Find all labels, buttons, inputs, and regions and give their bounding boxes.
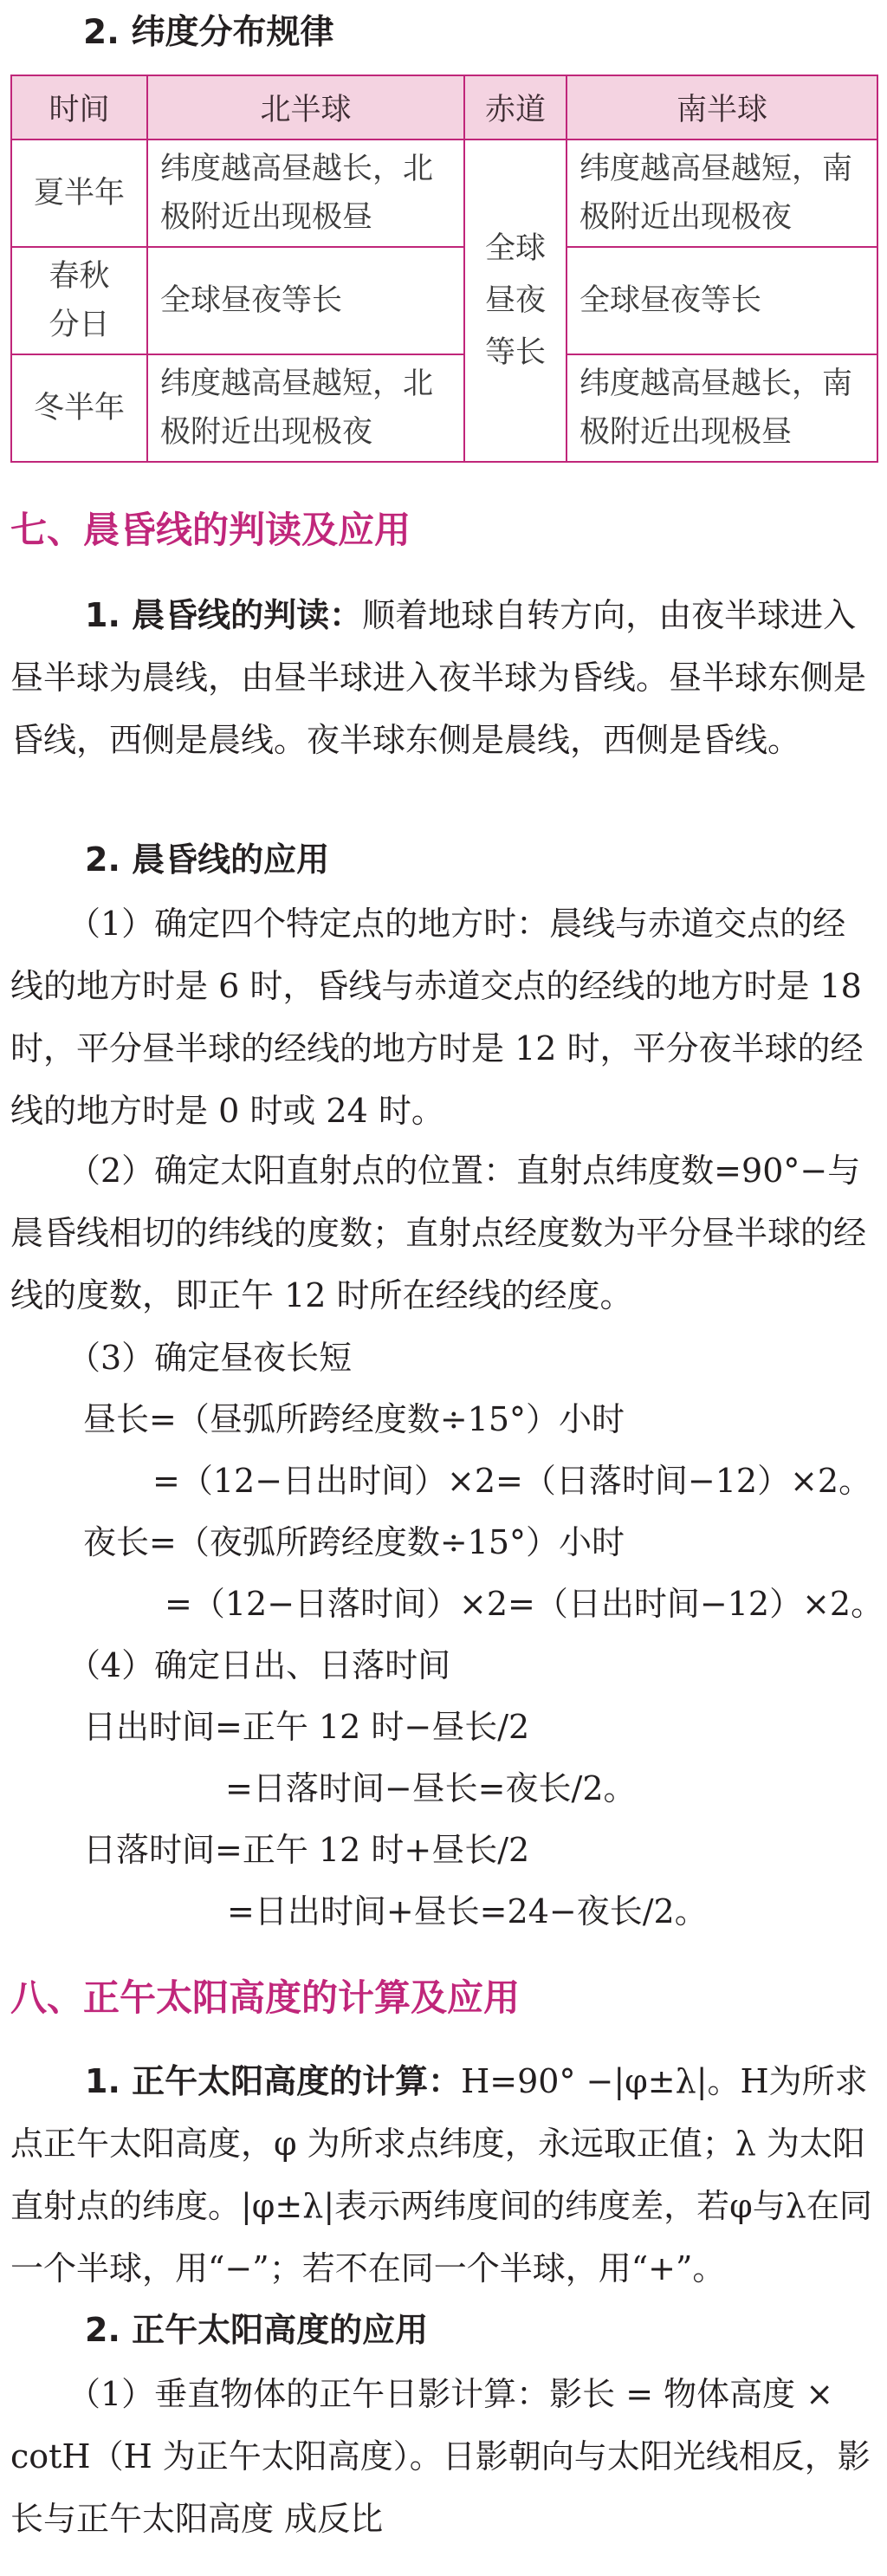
- formula-line: =日出时间+昼长=24−夜长/2。: [227, 1892, 708, 1930]
- subsection-title-noon-altitude-application: 2. 正午太阳高度的应用: [85, 2311, 429, 2349]
- formula-line: 夜长=（夜弧所跨经度数÷15°）小时: [83, 1523, 625, 1561]
- cell-north: 纬度越高昼越长，北极附近出现极昼: [147, 140, 464, 247]
- list-item: （2）确定太阳直射点的位置：直射点纬度数=90°−与晨昏线相切的纬线的度数；直射点经度数为平分昼半球的经线的度数，即正午 12 时所在经线的经度。: [10, 1152, 867, 1314]
- cell-north: 纬度越高昼越短，北极附近出现极夜: [147, 354, 464, 462]
- cell-time: 春秋分日: [11, 247, 147, 354]
- header-cell-time: 时间: [11, 75, 147, 140]
- formula-line: 日出时间=正午 12 时−昼长/2: [83, 1708, 530, 1746]
- list-item: （4）确定日出、日落时间: [68, 1646, 451, 1684]
- header-cell-equator: 赤道: [464, 75, 567, 140]
- latitude-distribution-table: [10, 75, 878, 463]
- cell-equator: 全球昼夜等长: [464, 140, 567, 462]
- table-row: [11, 140, 877, 247]
- paragraph-noon-altitude-calculation: [10, 2050, 877, 2300]
- table-header-row: [11, 75, 877, 140]
- paragraph-terminator-reading: [10, 584, 877, 771]
- paragraph-heading: 1. 晨昏线的判读：: [85, 596, 363, 634]
- header-cell-south: 南半球: [567, 75, 877, 140]
- formula-line: 日落时间=正午 12 时+昼长/2: [83, 1831, 530, 1869]
- formula-line: =（12−日落时间）×2=（日出时间−12）×2。: [165, 1585, 884, 1623]
- paragraph-text: 顺着地球自转方向，由夜半球进入昼半球为晨线，由昼半球进入夜半球为昏线。昼半球东侧是昏线，西侧是晨线。夜半球东侧是晨线，西侧是昏线。: [10, 596, 867, 759]
- formula-line: =日落时间−昼长=夜长/2。: [225, 1769, 637, 1807]
- cell-south: 纬度越高昼越短，南极附近出现极夜: [567, 140, 877, 247]
- formula-line: 昼长=（昼弧所跨经度数÷15°）小时: [83, 1400, 625, 1438]
- formula-line: =（12−日出时间）×2=（日落时间−12）×2。: [152, 1462, 872, 1500]
- header-cell-north: 北半球: [147, 75, 464, 140]
- subsection-title-latitude: 2. 纬度分布规律: [83, 13, 334, 52]
- cell-time: 冬半年: [11, 354, 147, 462]
- list-item: （1）垂直物体的正午日影计算：影长 = 物体高度 × cotH（H 为正午太阳高度）。日影朝向与太阳光线相反，影长与正午太阳高度 成反比: [10, 2375, 871, 2538]
- section-title-terminator: 七、晨昏线的判读及应用: [10, 509, 411, 551]
- table-row: [11, 247, 877, 354]
- cell-south: 全球昼夜等长: [567, 247, 877, 354]
- paragraph-heading: 1. 正午太阳高度的计算：: [85, 2062, 462, 2100]
- cell-time: 夏半年: [11, 140, 147, 247]
- list-item: （3）确定昼夜长短: [68, 1339, 353, 1377]
- section-title-noon-sun-altitude: 八、正午太阳高度的计算及应用: [10, 1976, 521, 2019]
- paragraph-text: H=90° −|φ±λ|。H为所求点正午太阳高度，φ 为所求点纬度，永远取正值；λ 为太阳直射点的纬度。|φ±λ|表示两纬度间的纬度差，若φ与λ在同一个半球，用“−”；若不在同一个半球，用“+”。: [10, 2062, 872, 2287]
- cell-south: 纬度越高昼越长，南极附近出现极昼: [567, 354, 877, 462]
- cell-north: 全球昼夜等长: [147, 247, 464, 354]
- table-row: [11, 354, 877, 462]
- list-item: （1）确定四个特定点的地方时：晨线与赤道交点的经线的地方时是 6 时，昏线与赤道交点的经线的地方时是 18 时，平分昼半球的经线的地方时是 12 时，平分夜半球的经线的地方时是 0 时或 24 时。: [10, 905, 872, 1130]
- subsection-title-terminator-application: 2. 晨昏线的应用: [85, 840, 330, 879]
